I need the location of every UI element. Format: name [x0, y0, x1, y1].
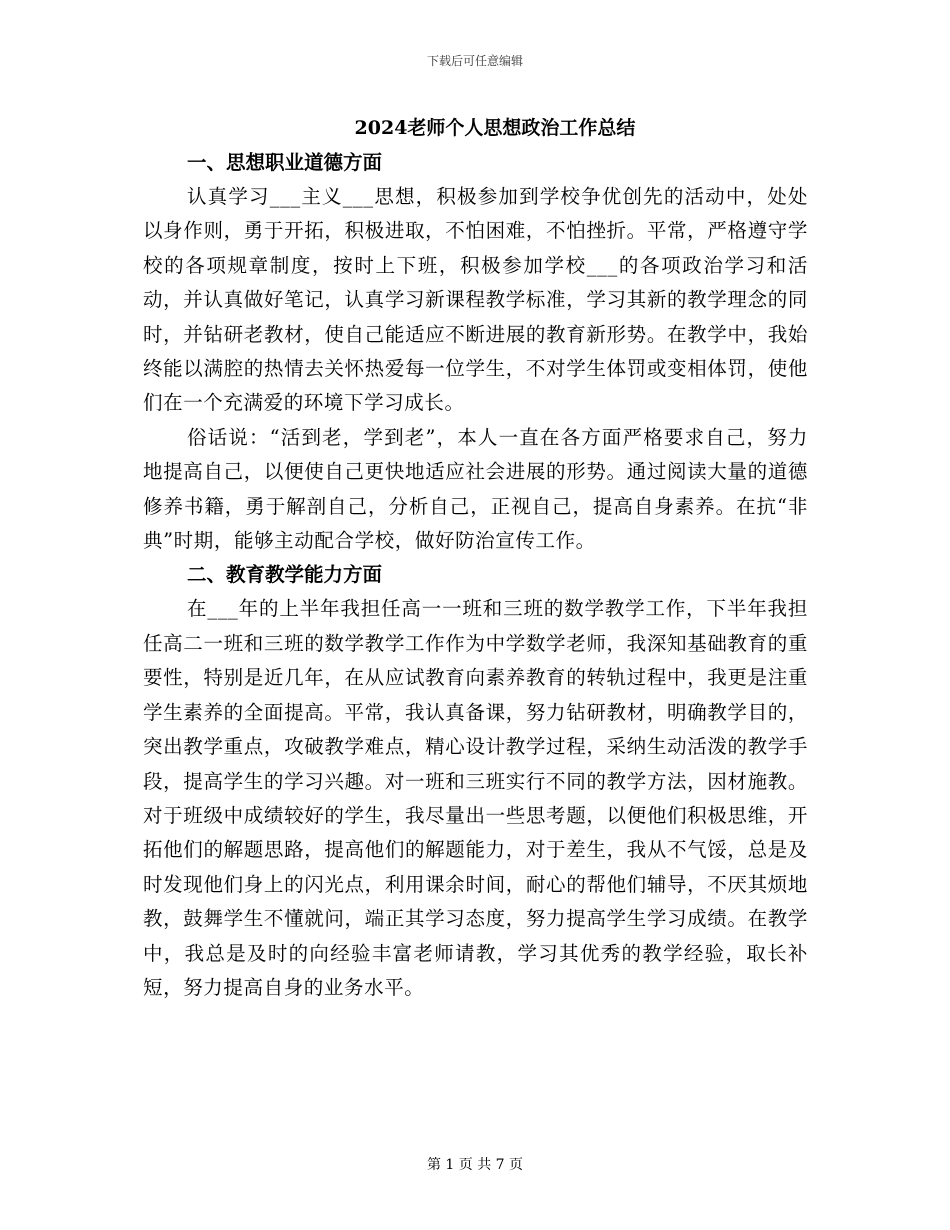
paragraph: 在___年的上半年我担任高一一班和三班的数学教学工作，下半年我担任高二一班和三班的数学教学工作作为中学数学老师，我深知基础教育的重要性，特别是近几年，在从应试教育向素养教育的转轨过程中，我更是注重学生素养的全面提高。平常，我认真备课，努力钻研教材，明确教学目的，突出教学重点，攻破教学难点，精心设计教学过程，采纳生动活泼的教学手段，提高学生的学习兴趣。对一班和三班实行不同的教学方法，因材施教。对于班级中成绩较好的学生，我尽量出一些思考题，以便他们积极思维，开拓他们的解题思路，提高他们的解题能力，对于差生，我从不气馁，总是及时发现他们身上的闪光点，利用课余时间，耐心的帮他们辅导，不厌其烦地教，鼓舞学生不懂就问，端正其学习态度，努力提高学生学习成绩。在教学中，我总是及时的向经验丰富老师请教，学习其优秀的教学经验，取长补短，努力提高自身的业务水平。 — [143, 597, 808, 999]
page-header-note: 下载后可任意编辑 — [426, 54, 523, 68]
document-body — [143, 146, 808, 1005]
page-number: 第 1 页 共 7 页 — [426, 1157, 524, 1173]
paragraph: 俗话说：“活到老，学到老”，本人一直在各方面严格要求自己，努力地提高自己，以便使自己更快地适应社会进展的形势。通过阅读大量的道德修养书籍，勇于解剖自己，分析自己，正视自己，提高自身素养。在抗“非典”时期，能够主动配合学校，做好防治宣传工作。 — [143, 425, 808, 553]
section-heading: 二、教育教学能力方面 — [187, 563, 383, 587]
document-title: 2024老师个人思想政治工作总结 — [354, 117, 636, 139]
paragraph: 认真学习___主义___思想，积极参加到学校争优创先的活动中，处处以身作则，勇于开拓，积极进取，不怕困难，不怕挫折。平常，严格遵守学校的各项规章制度，按时上下班，积极参加学校___的各项政治学习和活动，并认真做好笔记，认真学习新课程教学标准，学习其新的教学理念的同时，并钻研老教材，使自己能适应不断进展的教育新形势。在教学中，我始终能以满腔的热情去关怀热爱每一位学生，不对学生体罚或变相体罚，使他们在一个充满爱的环境下学习成长。 — [143, 185, 808, 415]
section-heading: 一、思想职业道德方面 — [187, 151, 383, 174]
